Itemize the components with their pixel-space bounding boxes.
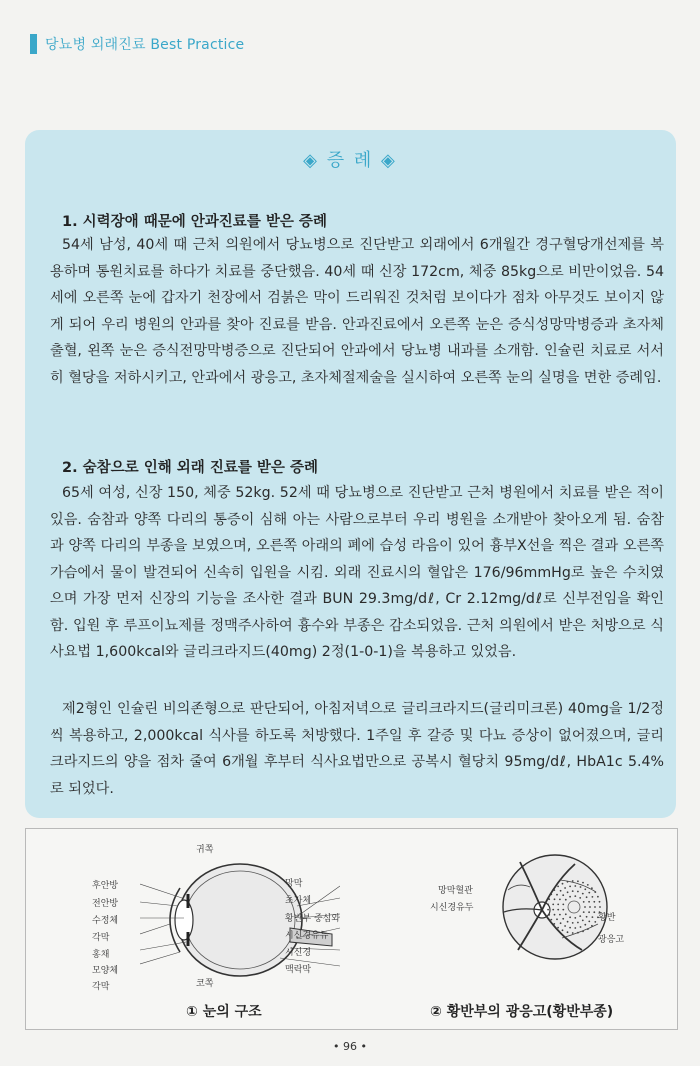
laser-spot — [594, 891, 596, 893]
laser-spot — [572, 890, 574, 892]
laser-spot — [577, 922, 579, 924]
laser-spot — [569, 927, 571, 929]
laser-spot — [569, 886, 571, 888]
laser-spot — [594, 921, 596, 923]
laser-spot — [564, 887, 566, 889]
label-anterior-chamber: 전안방 — [92, 899, 119, 909]
laser-spot — [591, 925, 593, 927]
laser-spot — [562, 904, 564, 906]
label-ear-side: 귀쪽 — [196, 845, 214, 855]
laser-spot — [577, 891, 579, 893]
laser-spot — [580, 926, 582, 928]
laser-spot — [565, 899, 567, 901]
laser-spot — [547, 904, 549, 906]
section1-text: 54세 남성, 40세 때 근처 의원에서 당뇨병으로 진단받고 외래에서 6개월간 경구혈당개선제를 복용하며 통원치료를 하다가 치료를 중단했음. 40세 때 신장 172cm, 체중 85kg으로 비만이었음. 54세에 오른쪽 눈에 갑자기 천장에서 검붉은 막이 드리워진 것처럼 보이다가 점차 아무것도 보이지 않게 되어 우리 병원의 안과를 찾아 진료를 받음. 안과진료에서 오른쪽 눈은 증식성망막병증과 초자체 출혈, 왼쪽 눈은 증식전망막병증으로 진단되어 안과에서 당뇨병 내과를 소개함. 인슐린 치료로 서서히 혈당을 저하시키고, 안과에서 광응고, 초자체절제술을 실시하여 오른쪽 눈의 실명을 면한 증례임. — [50, 237, 664, 386]
laser-spot — [579, 915, 581, 917]
laser-spot — [597, 896, 599, 898]
laser-spot — [556, 918, 558, 920]
laser-spot — [582, 882, 584, 884]
laser-spot — [567, 881, 569, 883]
laser-spot — [564, 925, 566, 927]
laser-spot — [588, 911, 590, 913]
laser-spot — [584, 906, 586, 908]
laser-spot — [547, 909, 549, 911]
laser-spot — [594, 906, 596, 908]
laser-spot — [583, 901, 585, 903]
laser-spot — [553, 889, 555, 891]
laser-spot — [557, 909, 559, 911]
figure2-caption: ② 황반부의 광응고(황반부종) — [430, 1004, 614, 1020]
laser-spot — [559, 914, 561, 916]
laser-spot — [565, 913, 567, 915]
section2-title: 2. 숨참으로 인해 외래 진료를 받은 증례 — [62, 460, 318, 476]
laser-spot — [591, 887, 593, 889]
laser-spot — [554, 914, 556, 916]
header-accent-bar — [30, 34, 37, 54]
laser-spot — [574, 885, 576, 887]
laser-spot — [562, 909, 564, 911]
section2-paragraph-1 — [50, 480, 664, 666]
section2-text-2: 제2형인 인슐린 비의존형으로 판단되어, 아침저녁으로 글리크라지드(글리미크론) 40mg을 1/2정씩 복용하고, 2,000kcal 식사를 하도록 처방했다. 1주일 후 갈증 및 다뇨 증상이 없어졌으며, 글리크라지드의 양을 점차 줄여 6개월 후부터 식사요법만으로 공복시 혈당치 95mg/dℓ, HbA1c 5.4%로 되었다. — [50, 701, 664, 797]
laser-spot — [572, 922, 574, 924]
laser-spots — [500, 852, 610, 962]
laser-spot — [556, 894, 558, 896]
laser-spot — [560, 922, 562, 924]
laser-spot — [550, 894, 552, 896]
laser-spot — [553, 923, 555, 925]
label-nose-side: 코쪽 — [196, 979, 214, 989]
section1-paragraph — [50, 232, 664, 391]
laser-spot — [588, 901, 590, 903]
laser-spot — [588, 921, 590, 923]
label-macula: 황반 — [598, 913, 616, 923]
header-title: 당뇨병 외래진료 Best Practice — [45, 37, 245, 53]
laser-spot — [559, 899, 561, 901]
laser-spot — [579, 897, 581, 899]
laser-spot — [562, 894, 564, 896]
laser-spot — [567, 921, 569, 923]
laser-spot — [586, 916, 588, 918]
label-lens: 수정체 — [92, 916, 119, 926]
laser-spot — [583, 911, 585, 913]
laser-spot — [557, 886, 559, 888]
laser-spot — [552, 904, 554, 906]
label-cornea-2: 각막 — [92, 982, 110, 992]
laser-spot — [584, 924, 586, 926]
laser-spot — [589, 906, 591, 908]
laser-spot — [588, 892, 590, 894]
laser-spot — [560, 890, 562, 892]
laser-spot — [574, 927, 576, 929]
label-optic-disc: 시신경유듀 — [285, 931, 329, 941]
laser-spot — [577, 932, 579, 934]
laser-spot — [580, 886, 582, 888]
label-vitreous: 초자체 — [285, 896, 312, 906]
label-optic-nerve: 시신경 — [285, 948, 312, 958]
running-header — [30, 34, 244, 54]
laser-spot — [557, 927, 559, 929]
laser-spot — [582, 893, 584, 895]
label-optic-disc-2: 시신경유두 — [430, 903, 474, 913]
laser-spot — [577, 880, 579, 882]
figure1-caption: ① 눈의 구조 — [186, 1004, 262, 1020]
section1-title: 1. 시력장애 때문에 안과진료를 받은 증례 — [62, 214, 327, 230]
laser-spot — [562, 918, 564, 920]
section2-paragraph-2 — [50, 696, 664, 802]
label-fovea: 황반부 중심와 — [285, 914, 341, 924]
laser-spot — [550, 919, 552, 921]
laser-spot — [593, 911, 595, 913]
laser-spot — [562, 883, 564, 885]
case-title: ◈ 증 례 ◈ — [303, 150, 397, 171]
laser-spot — [592, 896, 594, 898]
laser-spot — [582, 920, 584, 922]
laser-spot — [569, 896, 571, 898]
laser-spot — [586, 896, 588, 898]
laser-spot — [587, 884, 589, 886]
label-retina: 망막 — [285, 879, 303, 889]
laser-spot — [599, 906, 601, 908]
laser-spot — [582, 931, 584, 933]
label-posterior-chamber: 후안방 — [92, 881, 119, 891]
laser-spot — [569, 916, 571, 918]
laser-spot — [567, 931, 569, 933]
laser-spot — [557, 904, 559, 906]
laser-spot — [572, 880, 574, 882]
laser-spot — [562, 929, 564, 931]
laser-spot — [572, 932, 574, 934]
label-retinal-vessels: 망막혈관 — [438, 886, 473, 896]
label-iris: 홍채 — [92, 950, 110, 960]
laser-spot — [599, 901, 601, 903]
label-cornea: 각막 — [92, 933, 110, 943]
section2-text-1: 65세 여성, 신장 150, 체중 52kg. 52세 때 당뇨병으로 진단받고 근처 병원에서 치료를 받은 적이 있음. 숨참과 양쪽 다리의 통증이 심해 아는 사람으로부터 우리 병원을 소개받아 찾아오게 됨. 숨참과 양쪽 다리의 부종을 보였으며, 오른쪽 아래의 폐에 습성 라음이 있어 흉부X선을 찍은 결과 오른쪽 가슴에서 물이 발견되어 신속히 입원을 시킴. 외래 진료시의 혈압은 176/96mmHg로 높은 수치였으며 가장 먼저 신장의 기능을 조사한 결과 BUN 29.3mg/dℓ, Cr 2.12mg/dℓ로 신부전임을 확인함. 입원 후 루프이뇨제를 정맥주사하여 흉수와 부종은 감소되었음. 근처 의원에서 받은 처방으로 식사요법 1,600kcal와 글리크라지드(40mg) 2정(1-0-1)을 복용하고 있었음. — [50, 485, 664, 660]
laser-spot — [548, 914, 550, 916]
laser-spot — [584, 888, 586, 890]
page-number: • 96 • — [333, 1040, 367, 1053]
laser-spot — [592, 916, 594, 918]
laser-spot — [574, 895, 576, 897]
laser-spot — [593, 901, 595, 903]
laser-spot — [548, 898, 550, 900]
laser-spot — [554, 898, 556, 900]
laser-spot — [552, 909, 554, 911]
laser-spot — [587, 928, 589, 930]
label-photocoagulation: 광응고 — [598, 935, 625, 945]
laser-spot — [574, 917, 576, 919]
laser-spot — [567, 891, 569, 893]
label-choroid: 맥락막 — [285, 965, 312, 975]
label-ciliary-body: 모양체 — [92, 966, 119, 976]
